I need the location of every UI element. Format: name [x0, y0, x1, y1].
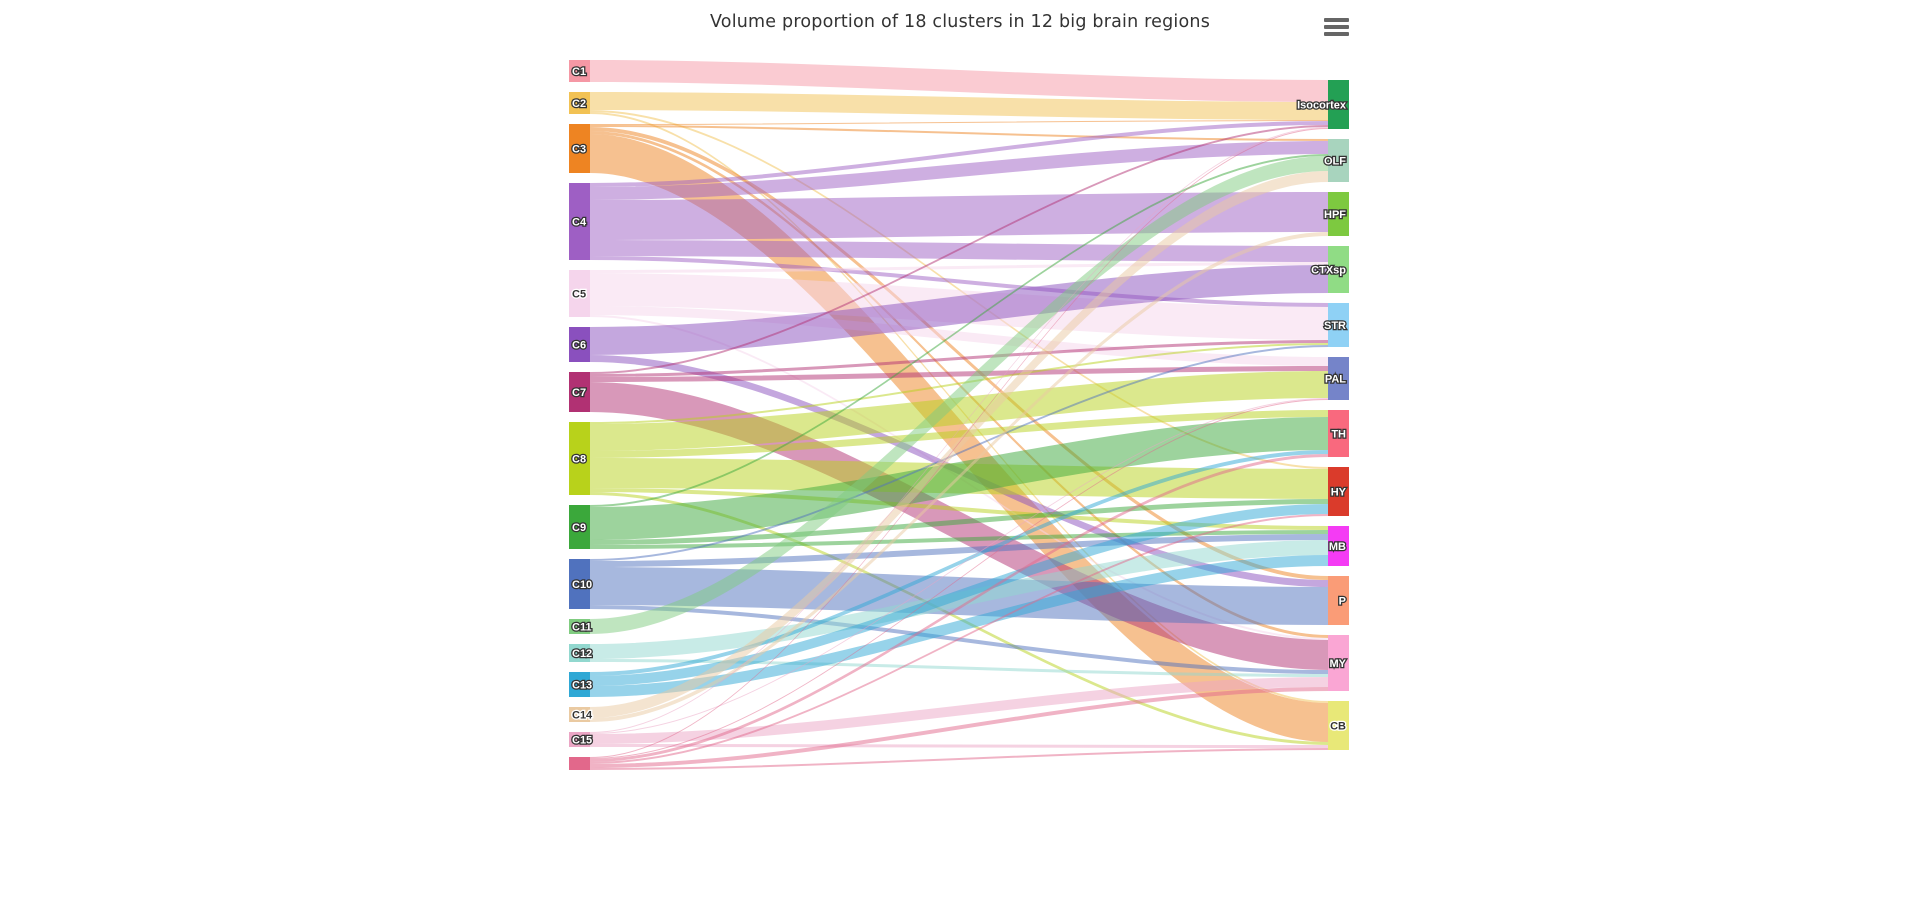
sankey-node-label-C12: C12 — [572, 648, 593, 660]
sankey-node-label-C8: C8 — [572, 453, 587, 466]
sankey-node-label-TH: TH — [1331, 428, 1346, 441]
sankey-node-label-C14: C14 — [572, 709, 593, 722]
sankey-node-label-MY: MY — [1329, 658, 1346, 670]
sankey-node-label-C10: C10 — [572, 579, 593, 591]
sankey-node-label-PAL: PAL — [1324, 373, 1346, 386]
sankey-node-label-C11: C11 — [572, 621, 592, 634]
sankey-node-label-P: P — [1338, 595, 1346, 608]
sankey-node-label-C4: C4 — [572, 216, 587, 229]
sankey-node-label-C3: C3 — [572, 143, 587, 156]
sankey-links — [590, 60, 1328, 770]
sankey-node-label-C13: C13 — [572, 679, 593, 692]
sankey-node-label-C7: C7 — [572, 387, 587, 399]
sankey-node-label-C9: C9 — [572, 522, 587, 534]
sankey-node-label-C5: C5 — [572, 288, 587, 301]
sankey-node-label-CTXsp: CTXsp — [1311, 264, 1346, 277]
sankey-node-label-C15: C15 — [572, 734, 593, 747]
sankey-node-label-CB: CB — [1330, 720, 1346, 733]
sankey-node-label-STR: STR — [1324, 320, 1346, 332]
sankey-node-label-C2: C2 — [572, 98, 587, 110]
sankey-link-C3-Isocortex[interactable] — [590, 120, 1328, 125]
sankey-node-label-C1: C1 — [572, 66, 587, 78]
sankey-node-C16[interactable] — [569, 757, 590, 770]
sankey-node-label-HY: HY — [1330, 486, 1346, 499]
sankey-node-label-Isocortex: Isocortex — [1297, 99, 1346, 112]
sankey-link-C4-CTXsp[interactable] — [590, 240, 1328, 262]
chart-title: Volume proportion of 18 clusters in 12 big brain regions — [709, 12, 1211, 32]
sankey-node-label-MB: MB — [1328, 541, 1346, 553]
sankey-link-C16-CB[interactable] — [590, 748, 1328, 770]
sankey-node-label-C6: C6 — [572, 339, 587, 352]
sankey-node-label-OLF: OLF — [1324, 155, 1346, 168]
sankey-node-label-HPF: HPF — [1324, 209, 1346, 221]
